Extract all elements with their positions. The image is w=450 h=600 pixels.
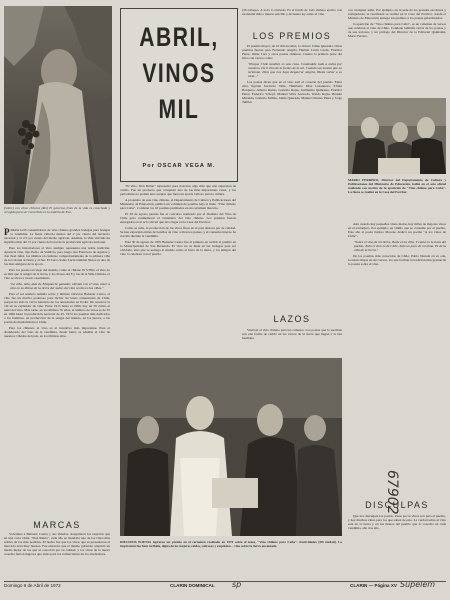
headline [134,19,224,127]
section-heading-marcas: MARCAS [33,520,81,530]
handwritten-page-mark: sp [232,580,242,589]
handwritten-stamp: Supelem [400,580,436,589]
col4-paragraph: la aparición de "Vino chileno para Cuba", es un volumen de versos que celebran el vino de Chile. Contiene también cartas de los poetas y de sus lectores, y un prólogo del Director de la Editorial Quimantú, Mario Ferrero. [348,21,446,39]
top-left-photo-caption: (Sobre) con vinos chilenos (Ret) El generoso fruto de la vida es cosechada y recogida para ser convertido en la materia de Eva. [4,206,110,214]
column-4 [348,222,446,460]
col3-paragraph: Los poetas dicen que en el vino está el corazón del pueblo. Entre ellos figuran Juvencio Valle, Humberto Díaz Casanueva, Efraín Barquero, Alberto Rubio, Gonzalo Rojas, Guillermo Quiñones, Floridor Pérez, Federico Schopf, Manuel Silva Acevedo, Waldo Rojas, Hernán Miranda, Gonzalo Millán, Jaime Quezada, Manuel Orestes Plaza y Jorge Teillier. [242,79,342,105]
section-heading-disculpas: DISCULPAS [365,500,429,510]
top-right-photo-caption [348,178,446,194]
col4-disculpas-paragraph: Que nos disculpen los poetas. Unos pocos vinos son para el pueblo, y hay muchos vinos para los que saben de esto. La verdad sobre el vino está en la tierra y en las manos del pueblo que lo cosecha en cada vendimia, año tras año. [348,514,446,531]
col1-paragraph: Para los chilenos el vino es el incentivo más importante. Para el abanderado del vino de la vendimia, desde fuera, es además el vino de nuestros viñedos del país, en los últimos años. [4,326,110,339]
headline-line-1: ABRIL, [139,22,219,52]
col3-paragraph: (36 trabajos. A todo lo enviado. Es el fondo de toda chileno escrito con un detalle más o menos sencillo y de buena ley sobre el vino. [242,8,342,17]
footer-publication: CLARIN DOMINICAL [170,583,215,588]
col1-paragraph: Para los historiadores el vino siempre representa una noble tradición. Aparecía vino, tipo Pedro de Valdivia, pero luego don Francisco de Aguirre y don Juan Jufré, los últimos en cuidarse comprobadamente de la primera viña de la Colonia al Norte y al Sur. El Cerro Santa Lucía también Nutoa es uno de los más antiguos de la época. [4,245,110,267]
section-heading-los-premios: LOS PREMIOS [252,31,332,41]
column-1-marcas [4,532,110,580]
grape-harvest-photo [4,6,112,204]
col3-premios-paragraph: El premio mayor, de 10 mil escudos, lo obtuvo Jaime Quezada. Otros premios fueron para Fernando Alegría, Hernán Lavín Cerda, Floridor Pérez, Omar Lara y otros poetas chilenos. Cuenta la primera parte del libro con versos como: [242,44,342,61]
column-3 [242,44,342,244]
col1-verse: "La viña, niña, alza de Eliopanche ganador, oliendo con el vino, amor a vino en su último de la tierra del sudor, del vino oculto en las viñas." [10,281,110,290]
col1-paragraph: Para el sol sendero sumido sobre y últimas vitruvias Baltazar Castro, el vino fue un motivo poderoso para incitar las lunas comenzadas de Chile, porque ha sido la vid la herencia de los ancestrales en Poder. De nosotros la vid en su esplendor de vino. Entre 1915 hasta el 1969, hay un 30 ciento el tema del vino. Más tarde, en los últimos 70 años, el número de vinos es de 35 en 1969 hasta la producción nacional de 45, 1974 los poemas más dedicados a los hombres, en producción de la sangre del mundo, en los jueces, a los poetas de mentalidad por Chile. [4,291,110,325]
bottom-photo-caption [120,540,342,548]
photo-caption-text: MARIO FERRERO, Director del Departamento de Cultura y Publicaciones del Ministerio de Educación, habló en el acto oficial realizado con motivo de la aparición de "Vino chileno para Cuba". La fiesta se realizó en la Casa del Escritor. [348,178,446,194]
column-3-top [242,8,342,30]
poets-award-photo [120,358,342,536]
col1-marcas-paragraph: Volvamos a Baltazar Castro y sus viñedos. Aseguraron los expertos que en una corta visita, "Don Rubio", cada año se instalaba uno de los vinos más nobles de los más posibles. El hecho fue que los vinos que se presentaron al mercado eran muy buenos. Fue entonces que el mismo gobierno adquirió un medio mejor de los que se conocían por su calidad, y los vinos de la nueva cosecha fueron mejores que antes para los comerciantes de los alrededores. [4,532,110,557]
col2-paragraph: "El vino, Don Rubio" representó para nosotros algo más que una expresión de cariño. Fue un producto que conquistó una de las más importantes casas, y los periodistas no podían sino aceptar que fuera un aporte valioso para la cultura. [120,184,236,197]
col2-paragraph: El 30 de agosto pasado fue el concurso realizado por el Instituto del Vino de Chile para conmemorar el centenario del vino chileno. Los premios fueron entregados en el acto oficial que tuvo lugar en la Casa del Escritor. [120,211,236,224]
footer-date: Domingo 9 de Abril de 1972 [4,583,61,588]
col1-paragraph: Para los poetas tan viejo del mundo, como el chileno El VINO, el vino no es más que la sangre de la tierra, y los dioses del 8 y los de la Viña Chilena, el vino se eleva a cuarto casamiento. [4,268,110,281]
drop-cap: P [4,228,10,237]
column-3-lazos [242,328,342,352]
col3-lazos-paragraph: Vuelvan al vino chileno para los cubanos. Los poetas que lo escriben son una forma de cariño en los versos de la tierra que llegan a la isla hermana. [242,328,342,341]
photo-caption-text: DIECISEIS POETAS lograron un premio en el certamen realizado en 1970 sobre el tema, "Vino chileno para Cuba". Festividades (Mi ciudad). La inspiración fue bien recibida, digna de los mejores caldos, sabrosos y exquisitos... vino sobre la tierra encantada. [120,540,342,548]
footer-rule [4,581,446,582]
column-1 [4,228,110,520]
col4-verse: "Sobre el vino de mi tierra, Baile en la viña, Y canta en la boca del pueblo, Todo el vino es de Chile, Sólo un poco de mi alma, Es de la viña de la tierra." [354,239,446,253]
handwritten-archive-number: 67902 [384,470,400,515]
col4-paragraph: Aún cuando hay pequeños vinos malos, hay miles de mejores vinos en el extranjero. Por ejemplo, un vinillo que se consume por el pueblo. Este año el poeta Isidoro Moreno dedicó un poema "A los vinos de Chile". [348,222,446,239]
col1-intro: PPARA LOS consumidores de vino chileno grandes bodegas para festejar la vendimia. La fiesta vinicola menos del 2 por ciento del territorio nacional y el 2,5 por ciento del medio agricola. Además, la viña vitivinicola significa más del 15 por ciento del total de la producción agricola nacional. [4,228,110,245]
col4-paragraph: De los poemas más conocidos de Chile: Pablo Neruda en su oda, Gonzalo Rojas en sus versos, los que forman la tradición más grande de la poesía sobre el vino. [348,253,446,267]
headline-line-3: MIL [158,94,200,124]
column-4-disculpas [348,514,446,580]
mario-ferrero-photo [348,98,446,174]
headline-box [120,8,238,182]
footer-page-number: CLARIN — Página XV [350,583,397,588]
byline: Por OSCAR VEGA M. [142,163,216,169]
col3-verse: "Porque Chile también es una cosa. Contándole todo a todos por nosotros. De ti vino de tu frente, de tu sol. Cuando sus mostos que no terminan. Para que nos haya desgarrar alegría, Hasta volver a su casa..." [248,61,342,79]
headline-line-2: VINOS [142,58,216,88]
col4-paragraph: con cualquier tema. Por ejemplo, en la sede de los grandes escritores y trabajadores, la ceremonia se realizó en la Casa del Escritor, donde el Ministro de Educación entregó los premios a los poetas galardonados. [348,8,446,21]
column-2 [120,184,236,352]
col2-paragraph: Como se sabe, la producción de los vinos finos en el país destaca por su calidad. Se han exportado miles de botellas de vino a diversos países, y el consumo interno ha crecido durante la vendimia. [120,225,236,238]
col2-paragraph: Este 30 de agosto de 1970 Baltazar Castro fue el primero en recibir el premio en la Municipalidad de San Bernardo. El vino no se mete en las bodegas para ser olvidado, sino que se entrega al mundo como el fruto de la tierra, y los amigos del vino lo celebran con el pueblo. [120,239,236,256]
col2-paragraph: A propósito de este vino chileno, el Departamento de Cultura y Publicaciones del Ministerio de Educación, publicó un volumen de poemas bajo el título "Vino chileno para Cuba". Contiene los 16 poemas premiados en un certamen literario. [120,197,236,211]
column-4-top [348,8,446,96]
section-heading-lazos: LAZOS [273,314,311,324]
